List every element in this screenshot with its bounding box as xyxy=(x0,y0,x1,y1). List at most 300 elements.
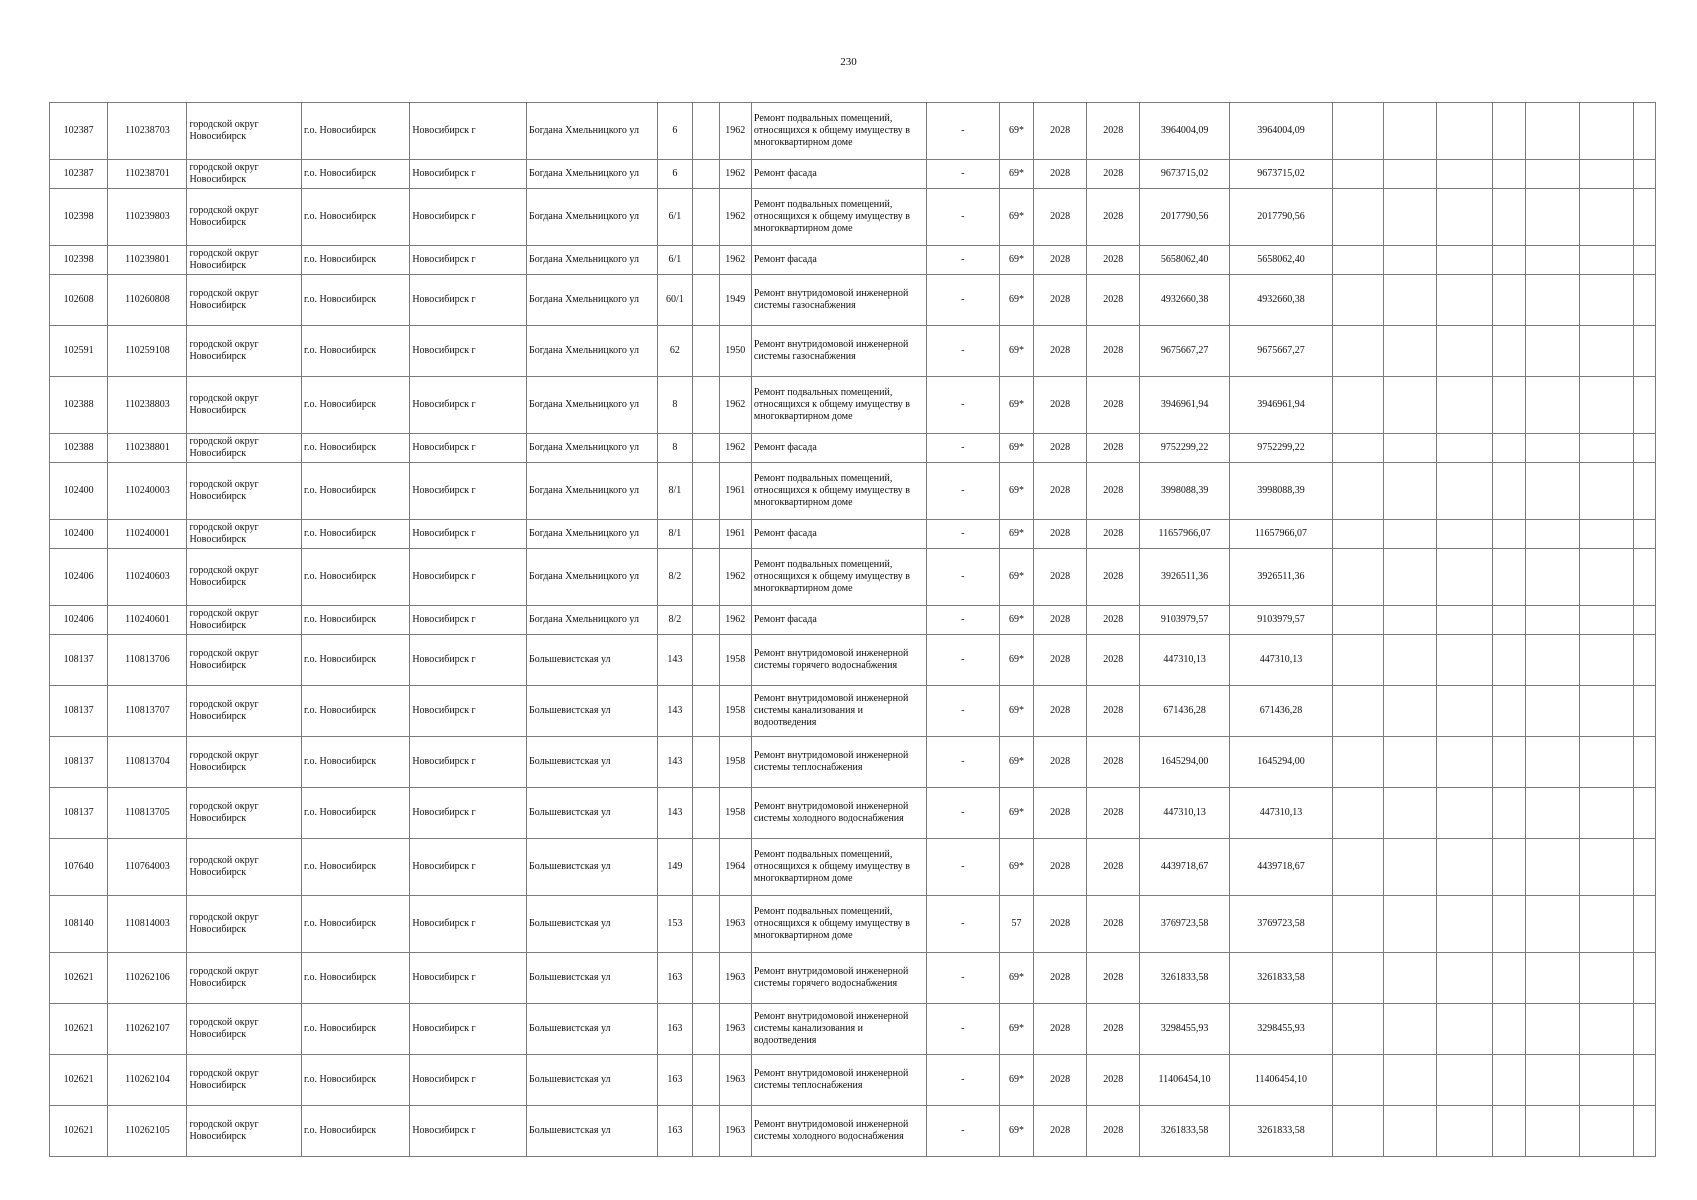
cell-id: 102621 xyxy=(50,1004,108,1055)
cell-empty xyxy=(1579,326,1633,377)
cell-wear: 69* xyxy=(999,275,1033,326)
cell-empty xyxy=(1579,1055,1633,1106)
cell-city: Новосибирск г xyxy=(410,686,527,737)
cell-empty xyxy=(1633,839,1655,896)
cell-empty xyxy=(1384,189,1437,246)
cell-dash: - xyxy=(926,606,999,635)
cell-go: г.о. Новосибирск xyxy=(302,103,410,160)
cell-cost: 4932660,38 xyxy=(1140,275,1230,326)
cell-id: 102621 xyxy=(50,953,108,1004)
cell-total: 671436,28 xyxy=(1229,686,1332,737)
cell-total: 447310,13 xyxy=(1229,635,1332,686)
cell-y2: 2028 xyxy=(1087,434,1140,463)
cell-empty xyxy=(1525,189,1579,246)
cell-empty xyxy=(1333,839,1384,896)
cell-empty xyxy=(1579,686,1633,737)
cell-city: Новосибирск г xyxy=(410,463,527,520)
cell-dash: - xyxy=(926,788,999,839)
cell-house: 6/1 xyxy=(658,246,692,275)
cell-empty xyxy=(1525,434,1579,463)
cell-street: Богдана Хмельницкого ул xyxy=(526,549,657,606)
cell-cost: 3926511,36 xyxy=(1140,549,1230,606)
cell-empty xyxy=(1384,160,1437,189)
cell-empty xyxy=(1579,463,1633,520)
cell-work: Ремонт подвальных помещений, относящихся к общему имуществу в многоквартирном доме xyxy=(751,896,926,953)
cell-y2: 2028 xyxy=(1087,520,1140,549)
cell-y2: 2028 xyxy=(1087,839,1140,896)
cell-municipality: городской округ Новосибирск xyxy=(187,520,302,549)
cell-year: 1958 xyxy=(719,737,751,788)
cell-y1: 2028 xyxy=(1034,953,1087,1004)
cell-code: 110239801 xyxy=(108,246,187,275)
cell-id: 102621 xyxy=(50,1055,108,1106)
cell-empty xyxy=(1493,189,1525,246)
cell-y1: 2028 xyxy=(1034,635,1087,686)
cell-empty xyxy=(1384,606,1437,635)
cell-empty xyxy=(1384,520,1437,549)
cell-total: 3964004,09 xyxy=(1229,103,1332,160)
cell-street: Богдана Хмельницкого ул xyxy=(526,463,657,520)
cell-house: 143 xyxy=(658,635,692,686)
cell-go: г.о. Новосибирск xyxy=(302,246,410,275)
cell-municipality: городской округ Новосибирск xyxy=(187,160,302,189)
table-row xyxy=(50,953,1656,1004)
cell-dash: - xyxy=(926,103,999,160)
cell-work: Ремонт внутридомовой инженерной системы канализования и водоотведения xyxy=(751,1004,926,1055)
capital-repair-table xyxy=(49,102,1656,1157)
cell-house: 143 xyxy=(658,788,692,839)
cell-empty xyxy=(1384,275,1437,326)
cell-empty xyxy=(1579,1106,1633,1157)
cell-go: г.о. Новосибирск xyxy=(302,275,410,326)
cell-empty xyxy=(1493,246,1525,275)
cell-work: Ремонт внутридомовой инженерной системы горячего водоснабжения xyxy=(751,635,926,686)
cell-work: Ремонт подвальных помещений, относящихся к общему имуществу в многоквартирном доме xyxy=(751,103,926,160)
cell-empty xyxy=(692,549,719,606)
cell-empty xyxy=(1493,103,1525,160)
cell-empty xyxy=(692,463,719,520)
table-row xyxy=(50,606,1656,635)
cell-y2: 2028 xyxy=(1087,463,1140,520)
cell-empty xyxy=(1633,275,1655,326)
cell-year: 1964 xyxy=(719,839,751,896)
cell-city: Новосибирск г xyxy=(410,1004,527,1055)
cell-year: 1962 xyxy=(719,377,751,434)
cell-empty xyxy=(1493,377,1525,434)
cell-street: Богдана Хмельницкого ул xyxy=(526,103,657,160)
cell-id: 102387 xyxy=(50,160,108,189)
cell-house: 6/1 xyxy=(658,189,692,246)
cell-work: Ремонт фасада xyxy=(751,520,926,549)
cell-wear: 69* xyxy=(999,839,1033,896)
cell-empty xyxy=(1525,737,1579,788)
cell-house: 8/1 xyxy=(658,520,692,549)
table-row xyxy=(50,463,1656,520)
cell-municipality: городской округ Новосибирск xyxy=(187,189,302,246)
cell-total: 3261833,58 xyxy=(1229,953,1332,1004)
cell-house: 163 xyxy=(658,953,692,1004)
cell-house: 8/2 xyxy=(658,606,692,635)
cell-empty xyxy=(1384,686,1437,737)
cell-code: 110262106 xyxy=(108,953,187,1004)
cell-house: 6 xyxy=(658,160,692,189)
cell-empty xyxy=(1633,326,1655,377)
cell-y1: 2028 xyxy=(1034,189,1087,246)
cell-y1: 2028 xyxy=(1034,520,1087,549)
cell-code: 110262104 xyxy=(108,1055,187,1106)
cell-dash: - xyxy=(926,463,999,520)
cell-empty xyxy=(1525,953,1579,1004)
cell-work: Ремонт подвальных помещений, относящихся к общему имуществу в многоквартирном доме xyxy=(751,189,926,246)
cell-cost: 3769723,58 xyxy=(1140,896,1230,953)
cell-code: 110262107 xyxy=(108,1004,187,1055)
cell-municipality: городской округ Новосибирск xyxy=(187,606,302,635)
cell-empty xyxy=(1437,953,1493,1004)
cell-empty xyxy=(1437,839,1493,896)
cell-empty xyxy=(1633,788,1655,839)
cell-street: Большевистская ул xyxy=(526,788,657,839)
cell-municipality: городской округ Новосибирск xyxy=(187,1106,302,1157)
cell-street: Большевистская ул xyxy=(526,953,657,1004)
cell-total: 9673715,02 xyxy=(1229,160,1332,189)
cell-city: Новосибирск г xyxy=(410,246,527,275)
cell-go: г.о. Новосибирск xyxy=(302,189,410,246)
cell-empty xyxy=(1493,160,1525,189)
cell-y2: 2028 xyxy=(1087,189,1140,246)
cell-cost: 11406454,10 xyxy=(1140,1055,1230,1106)
cell-go: г.о. Новосибирск xyxy=(302,896,410,953)
cell-cost: 3261833,58 xyxy=(1140,953,1230,1004)
cell-work: Ремонт внутридомовой инженерной системы газоснабжения xyxy=(751,275,926,326)
cell-city: Новосибирск г xyxy=(410,377,527,434)
cell-code: 110239803 xyxy=(108,189,187,246)
cell-empty xyxy=(1333,326,1384,377)
cell-empty xyxy=(692,737,719,788)
cell-street: Большевистская ул xyxy=(526,635,657,686)
cell-total: 4932660,38 xyxy=(1229,275,1332,326)
table-row xyxy=(50,839,1656,896)
cell-total: 3998088,39 xyxy=(1229,463,1332,520)
cell-empty xyxy=(1579,189,1633,246)
table-row xyxy=(50,1004,1656,1055)
cell-empty xyxy=(1493,520,1525,549)
cell-y1: 2028 xyxy=(1034,839,1087,896)
table-row xyxy=(50,434,1656,463)
cell-go: г.о. Новосибирск xyxy=(302,549,410,606)
cell-total: 9675667,27 xyxy=(1229,326,1332,377)
cell-city: Новосибирск г xyxy=(410,434,527,463)
cell-empty xyxy=(1384,549,1437,606)
cell-y1: 2028 xyxy=(1034,160,1087,189)
cell-empty xyxy=(692,160,719,189)
cell-code: 110238701 xyxy=(108,160,187,189)
cell-go: г.о. Новосибирск xyxy=(302,434,410,463)
cell-house: 149 xyxy=(658,839,692,896)
cell-y1: 2028 xyxy=(1034,377,1087,434)
cell-y1: 2028 xyxy=(1034,246,1087,275)
table-row xyxy=(50,377,1656,434)
cell-code: 110813705 xyxy=(108,788,187,839)
cell-cost: 3298455,93 xyxy=(1140,1004,1230,1055)
cell-id: 102400 xyxy=(50,520,108,549)
cell-empty xyxy=(1493,635,1525,686)
cell-street: Богдана Хмельницкого ул xyxy=(526,377,657,434)
cell-empty xyxy=(1384,737,1437,788)
cell-empty xyxy=(1525,1055,1579,1106)
cell-empty xyxy=(692,686,719,737)
cell-id: 108137 xyxy=(50,635,108,686)
cell-y1: 2028 xyxy=(1034,788,1087,839)
cell-house: 60/1 xyxy=(658,275,692,326)
cell-y1: 2028 xyxy=(1034,434,1087,463)
cell-y1: 2028 xyxy=(1034,103,1087,160)
cell-empty xyxy=(1333,520,1384,549)
cell-street: Богдана Хмельницкого ул xyxy=(526,275,657,326)
cell-wear: 69* xyxy=(999,686,1033,737)
cell-work: Ремонт фасада xyxy=(751,246,926,275)
page-number: 230 xyxy=(840,56,857,68)
cell-empty xyxy=(1579,1004,1633,1055)
cell-empty xyxy=(1384,434,1437,463)
cell-house: 8/1 xyxy=(658,463,692,520)
cell-code: 110238801 xyxy=(108,434,187,463)
cell-house: 62 xyxy=(658,326,692,377)
cell-empty xyxy=(1633,606,1655,635)
cell-house: 8/2 xyxy=(658,549,692,606)
cell-city: Новосибирск г xyxy=(410,189,527,246)
cell-city: Новосибирск г xyxy=(410,737,527,788)
cell-cost: 9103979,57 xyxy=(1140,606,1230,635)
cell-wear: 69* xyxy=(999,1106,1033,1157)
cell-y2: 2028 xyxy=(1087,635,1140,686)
cell-empty xyxy=(1525,839,1579,896)
cell-empty xyxy=(1525,686,1579,737)
cell-wear: 69* xyxy=(999,520,1033,549)
cell-municipality: городской округ Новосибирск xyxy=(187,275,302,326)
cell-empty xyxy=(1333,896,1384,953)
cell-empty xyxy=(1633,103,1655,160)
cell-empty xyxy=(1525,463,1579,520)
cell-empty xyxy=(1333,463,1384,520)
cell-city: Новосибирск г xyxy=(410,896,527,953)
cell-empty xyxy=(1525,549,1579,606)
cell-street: Большевистская ул xyxy=(526,1055,657,1106)
cell-empty xyxy=(1437,520,1493,549)
cell-street: Большевистская ул xyxy=(526,737,657,788)
table-row xyxy=(50,275,1656,326)
cell-empty xyxy=(692,246,719,275)
cell-work: Ремонт внутридомовой инженерной системы горячего водоснабжения xyxy=(751,953,926,1004)
cell-city: Новосибирск г xyxy=(410,953,527,1004)
cell-municipality: городской округ Новосибирск xyxy=(187,463,302,520)
cell-go: г.о. Новосибирск xyxy=(302,377,410,434)
cell-empty xyxy=(1633,1055,1655,1106)
cell-empty xyxy=(1493,1106,1525,1157)
cell-city: Новосибирск г xyxy=(410,326,527,377)
cell-municipality: городской округ Новосибирск xyxy=(187,953,302,1004)
cell-street: Богдана Хмельницкого ул xyxy=(526,520,657,549)
cell-empty xyxy=(1525,635,1579,686)
cell-empty xyxy=(1333,434,1384,463)
cell-y2: 2028 xyxy=(1087,246,1140,275)
cell-empty xyxy=(1384,246,1437,275)
cell-year: 1963 xyxy=(719,953,751,1004)
cell-cost: 1645294,00 xyxy=(1140,737,1230,788)
cell-work: Ремонт внутридомовой инженерной системы газоснабжения xyxy=(751,326,926,377)
cell-wear: 69* xyxy=(999,434,1033,463)
cell-wear: 69* xyxy=(999,103,1033,160)
cell-y1: 2028 xyxy=(1034,275,1087,326)
cell-y1: 2028 xyxy=(1034,1106,1087,1157)
cell-go: г.о. Новосибирск xyxy=(302,953,410,1004)
cell-code: 110260808 xyxy=(108,275,187,326)
cell-code: 110240001 xyxy=(108,520,187,549)
cell-empty xyxy=(1437,686,1493,737)
cell-city: Новосибирск г xyxy=(410,549,527,606)
cell-empty xyxy=(1525,103,1579,160)
cell-empty xyxy=(1579,160,1633,189)
cell-empty xyxy=(1333,686,1384,737)
cell-cost: 9673715,02 xyxy=(1140,160,1230,189)
cell-city: Новосибирск г xyxy=(410,635,527,686)
cell-total: 447310,13 xyxy=(1229,788,1332,839)
table-row xyxy=(50,520,1656,549)
cell-dash: - xyxy=(926,189,999,246)
cell-wear: 69* xyxy=(999,549,1033,606)
cell-house: 163 xyxy=(658,1055,692,1106)
cell-municipality: городской округ Новосибирск xyxy=(187,326,302,377)
cell-empty xyxy=(1579,839,1633,896)
cell-id: 108137 xyxy=(50,686,108,737)
cell-go: г.о. Новосибирск xyxy=(302,1055,410,1106)
cell-empty xyxy=(1437,160,1493,189)
cell-year: 1963 xyxy=(719,1106,751,1157)
cell-dash: - xyxy=(926,377,999,434)
cell-street: Богдана Хмельницкого ул xyxy=(526,160,657,189)
cell-empty xyxy=(692,326,719,377)
cell-year: 1962 xyxy=(719,549,751,606)
cell-empty xyxy=(1493,839,1525,896)
cell-total: 1645294,00 xyxy=(1229,737,1332,788)
cell-cost: 3998088,39 xyxy=(1140,463,1230,520)
cell-code: 110238803 xyxy=(108,377,187,434)
table-row xyxy=(50,246,1656,275)
cell-municipality: городской округ Новосибирск xyxy=(187,896,302,953)
cell-y1: 2028 xyxy=(1034,463,1087,520)
cell-year: 1963 xyxy=(719,896,751,953)
cell-empty xyxy=(1333,606,1384,635)
cell-y1: 2028 xyxy=(1034,896,1087,953)
cell-municipality: городской округ Новосибирск xyxy=(187,103,302,160)
cell-empty xyxy=(1333,1055,1384,1106)
table-row xyxy=(50,635,1656,686)
cell-empty xyxy=(1384,953,1437,1004)
cell-work: Ремонт подвальных помещений, относящихся к общему имуществу в многоквартирном доме xyxy=(751,377,926,434)
cell-empty xyxy=(1525,896,1579,953)
cell-house: 8 xyxy=(658,377,692,434)
cell-street: Богдана Хмельницкого ул xyxy=(526,606,657,635)
cell-wear: 69* xyxy=(999,160,1033,189)
cell-cost: 9752299,22 xyxy=(1140,434,1230,463)
cell-empty xyxy=(1579,246,1633,275)
cell-empty xyxy=(1384,1106,1437,1157)
cell-empty xyxy=(1384,103,1437,160)
cell-empty xyxy=(1437,896,1493,953)
cell-code: 110813706 xyxy=(108,635,187,686)
cell-dash: - xyxy=(926,326,999,377)
cell-dash: - xyxy=(926,1004,999,1055)
cell-empty xyxy=(1437,1106,1493,1157)
cell-house: 143 xyxy=(658,737,692,788)
cell-wear: 69* xyxy=(999,326,1033,377)
cell-id: 107640 xyxy=(50,839,108,896)
cell-dash: - xyxy=(926,953,999,1004)
cell-street: Богдана Хмельницкого ул xyxy=(526,434,657,463)
cell-empty xyxy=(1437,463,1493,520)
cell-empty xyxy=(1525,326,1579,377)
cell-dash: - xyxy=(926,737,999,788)
cell-empty xyxy=(1633,463,1655,520)
cell-municipality: городской округ Новосибирск xyxy=(187,839,302,896)
cell-empty xyxy=(1437,549,1493,606)
cell-empty xyxy=(1633,160,1655,189)
cell-dash: - xyxy=(926,635,999,686)
cell-wear: 69* xyxy=(999,189,1033,246)
cell-empty xyxy=(1579,606,1633,635)
cell-go: г.о. Новосибирск xyxy=(302,686,410,737)
cell-id: 102387 xyxy=(50,103,108,160)
cell-code: 110813704 xyxy=(108,737,187,788)
cell-empty xyxy=(1633,737,1655,788)
cell-empty xyxy=(1633,189,1655,246)
cell-wear: 57 xyxy=(999,896,1033,953)
cell-empty xyxy=(1333,549,1384,606)
cell-empty xyxy=(1579,103,1633,160)
cell-empty xyxy=(1525,275,1579,326)
cell-street: Большевистская ул xyxy=(526,686,657,737)
cell-empty xyxy=(692,896,719,953)
cell-empty xyxy=(1493,549,1525,606)
cell-year: 1963 xyxy=(719,1055,751,1106)
cell-empty xyxy=(1633,434,1655,463)
cell-total: 3926511,36 xyxy=(1229,549,1332,606)
cell-cost: 671436,28 xyxy=(1140,686,1230,737)
cell-year: 1963 xyxy=(719,1004,751,1055)
cell-empty xyxy=(1333,275,1384,326)
cell-empty xyxy=(1333,103,1384,160)
cell-total: 11406454,10 xyxy=(1229,1055,1332,1106)
cell-id: 102388 xyxy=(50,377,108,434)
cell-empty xyxy=(1333,189,1384,246)
cell-empty xyxy=(1437,606,1493,635)
cell-municipality: городской округ Новосибирск xyxy=(187,737,302,788)
cell-empty xyxy=(1333,1106,1384,1157)
cell-empty xyxy=(1437,737,1493,788)
cell-empty xyxy=(1633,520,1655,549)
cell-y2: 2028 xyxy=(1087,377,1140,434)
cell-municipality: городской округ Новосибирск xyxy=(187,635,302,686)
cell-total: 3261833,58 xyxy=(1229,1106,1332,1157)
cell-street: Большевистская ул xyxy=(526,896,657,953)
cell-city: Новосибирск г xyxy=(410,520,527,549)
cell-empty xyxy=(692,520,719,549)
table-row xyxy=(50,103,1656,160)
cell-total: 11657966,07 xyxy=(1229,520,1332,549)
cell-municipality: городской округ Новосибирск xyxy=(187,788,302,839)
cell-year: 1950 xyxy=(719,326,751,377)
cell-year: 1958 xyxy=(719,686,751,737)
cell-empty xyxy=(1437,377,1493,434)
